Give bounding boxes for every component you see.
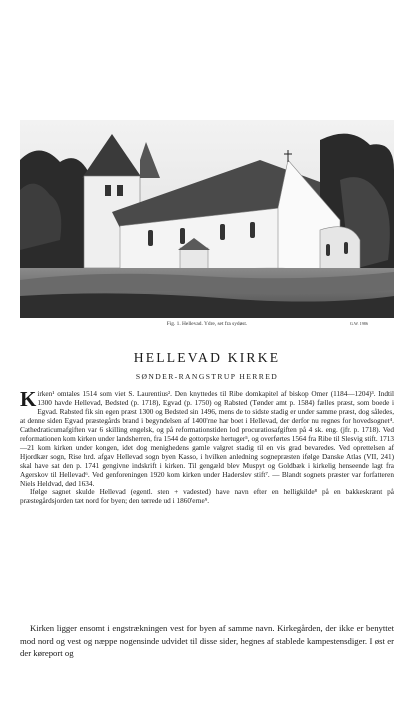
church-photograph bbox=[20, 120, 394, 318]
drop-cap-letter: K bbox=[20, 387, 37, 411]
intro-paragraph-1 bbox=[20, 387, 394, 488]
church-photo-illustration bbox=[20, 120, 394, 318]
figure-caption bbox=[20, 320, 394, 332]
page-subtitle: SØNDER-RANGSTRUP HERRED bbox=[135, 372, 279, 381]
page-title: HELLEVAD KIRKE bbox=[133, 350, 281, 365]
caption-text: Fig. 1. Hellevad. Ydre, set fra sydøst. bbox=[166, 321, 248, 327]
intro-text-block bbox=[20, 387, 394, 506]
main-paragraph: Kirken ligger ensomt i engstrækningen vest for byen af samme navn. Kirkegården, der ikke er benyttet mod nord og vest og næppe nogensinde udvidet til disse sider, hegnes af stablede kampestensdiger. I øst er der køreport og bbox=[20, 623, 394, 658]
intro-paragraph-1-text: irken¹ omtales 1514 som viet S. Laurentius². Den knyttedes til Ribe domkapitel af biskop Omer (1184—1204)³. Indtil 1300 havde Hellevad, Bedsted (p. 1718), Egvad (p. 1750) og Rabsted (Tønder amt p. 1584) fælles præst, som boede i Egvad. Rabsted fik sin egen præst 1300 og Bedsted sin 1496, mens de to sidste stadig er under samme præst, dog således, at denne siden Egvad præstegårds brand i begyndelsen af 1400'rne har boet i Hellevad, der derfor nu regnes for hovedsognet⁴. Cathedraticumafgiften var 6 skilling engelsk, og på reformationstiden lod procuratiosafgiften på 4 sk. eng. (jfr. p. 1718). Ved reformationen kom kirken under landsherren, fra 1544 de gottorpske hertuger⁵, og overførtes 1564 fra Ribe til Slesvig stift. 1713—21 kom kirken under kongen, idet dog menighedens gamle valgret stadig til en vis grad bevaredes. Ved oprettelsen af Hjordkær sogn, Rise hrd. afgav Hellevad sogn byen Kasso, i hvilken anledning sognepræsten ifølge Danske Atlas (VII, 241) skal have sat den p. 1741 gengivne indskrift i kirken. Til gengæld blev Muspyt og Goldbæk i kirkelig henseende lagt fra Agerskov til Hellevad⁶. Ved genforeningen 1920 kom kirken under Haderslev stift⁷. — Blandt sognets præster var forfatteren Niels Heldvad, død 1634. bbox=[20, 390, 394, 488]
intro-paragraph-2: Ifølge sagnet skulde Hellevad (egentl. sten + vadested) have navn efter en helligkilde⁸ på en bakkeskrænt på præstegårdsjorden tæt nord for byen; den tørrede ud i 1860'erne⁹. bbox=[20, 488, 394, 506]
main-text-block bbox=[20, 622, 394, 660]
photo-credit: G.W. 1986 bbox=[349, 321, 368, 326]
